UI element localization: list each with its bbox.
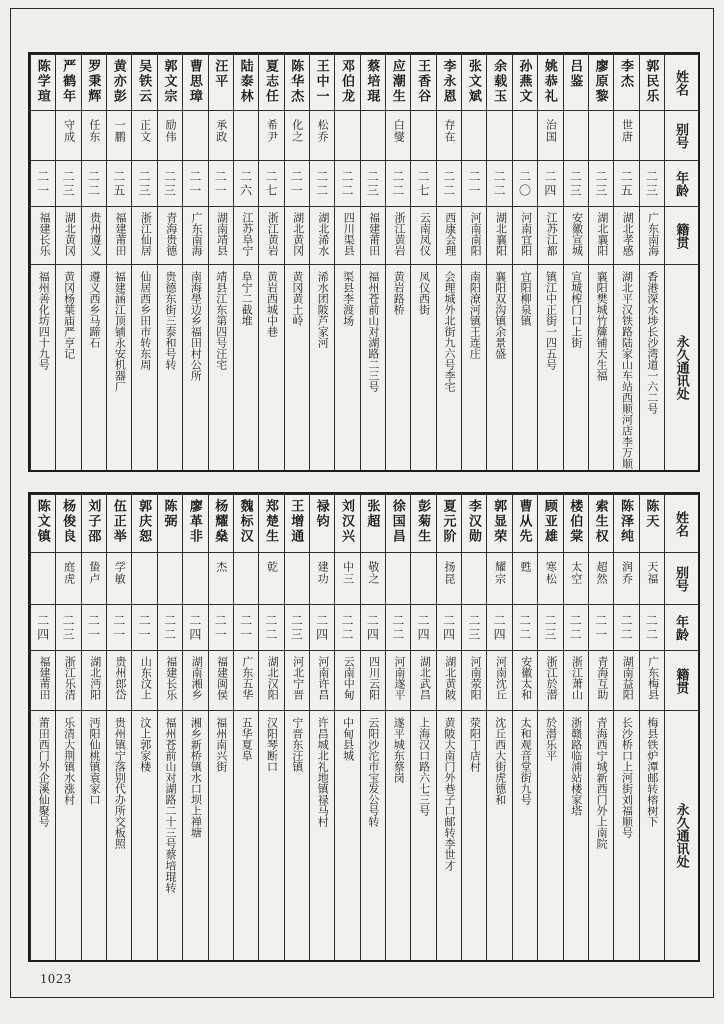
entry-alias-cell: 寒松	[537, 552, 562, 604]
entry-age-cell: 二四	[410, 604, 435, 650]
entry-native-place-cell: 湖北浠水	[309, 206, 334, 264]
entry-age-cell: 二四	[309, 604, 334, 650]
entry-name-cell: 黄亦彭	[106, 54, 131, 110]
entry-alias-cell: 治国	[537, 110, 562, 160]
entry-native-place-cell: 湖北沔阳	[81, 650, 106, 710]
entry-address-cell: 浠水团陂芦家河	[309, 264, 334, 470]
entry-alias-cell	[385, 552, 410, 604]
entry-address-cell: 阜宁二截堆	[233, 264, 258, 470]
entry-name-cell: 李杰	[613, 54, 638, 110]
entry-native-place-cell: 河南南阳	[461, 206, 486, 264]
entry-address-cell: 湖北平汉铁路陆家山车站西顺河店李万顺	[613, 264, 638, 470]
entry-name-cell: 陈学瑄	[30, 54, 55, 110]
entry-name-cell: 魏标汉	[233, 494, 258, 552]
entry-age-cell: 二四	[360, 604, 385, 650]
entry-alias-cell	[639, 110, 664, 160]
entry-name-cell: 刘汉兴	[334, 494, 359, 552]
entry-age-cell: 二一	[233, 604, 258, 650]
entry-name-cell: 李永恩	[436, 54, 461, 110]
entry-address-cell: 於潜乐平	[537, 710, 562, 960]
entry-age-cell: 二二	[436, 160, 461, 206]
entry-name-cell: 杨耀燊	[208, 494, 233, 552]
entry-alias-cell	[461, 552, 486, 604]
entry-alias-cell: 正文	[131, 110, 156, 160]
entry-name-cell: 郭庆恕	[131, 494, 156, 552]
entry-address-cell: 宣城榨门口上街	[563, 264, 588, 470]
entry-alias-cell	[360, 110, 385, 160]
entry-age-cell: 二二	[563, 604, 588, 650]
entry-name-cell: 邓伯龙	[334, 54, 359, 110]
entry-age-cell: 二四	[182, 604, 207, 650]
entry-native-place-cell: 云南中甸	[334, 650, 359, 710]
entry-native-place-cell: 贵州遵义	[81, 206, 106, 264]
entry-native-place-cell: 河北宁晋	[284, 650, 309, 710]
entry-alias-cell: 化之	[284, 110, 309, 160]
entry-native-place-cell: 浙江萧山	[563, 650, 588, 710]
entry-name-cell: 王中一	[309, 54, 334, 110]
entry-alias-cell: 乾	[258, 552, 283, 604]
column-header-address: 永久通讯处	[664, 264, 698, 470]
entry-alias-cell	[486, 110, 511, 160]
entry-name-cell: 郭显荣	[486, 494, 511, 552]
entry-native-place-cell: 广东南海	[639, 206, 664, 264]
entry-address-cell: 五华夏阜	[233, 710, 258, 960]
entry-name-cell: 曹思璋	[182, 54, 207, 110]
entry-address-cell: 莆田西门外企溪仙聚号	[30, 710, 55, 960]
entry-native-place-cell: 河南荥阳	[461, 650, 486, 710]
entry-age-cell: 二一	[208, 604, 233, 650]
entry-native-place-cell: 西康会理	[436, 206, 461, 264]
entry-age-cell: 二二	[81, 160, 106, 206]
entry-alias-cell	[157, 552, 182, 604]
entry-age-cell: 二四	[436, 604, 461, 650]
entry-name-cell: 陈天	[639, 494, 664, 552]
entry-name-cell: 应潮生	[385, 54, 410, 110]
entry-age-cell: 二六	[233, 160, 258, 206]
entry-name-cell: 吕鉴	[563, 54, 588, 110]
entry-age-cell: 二三	[588, 160, 613, 206]
entry-native-place-cell: 安徽太和	[512, 650, 537, 710]
entry-name-cell: 陆泰林	[233, 54, 258, 110]
entry-name-cell: 罗秉辉	[81, 54, 106, 110]
entry-address-cell: 香港深水埗长沙湾道一六二号	[639, 264, 664, 470]
entry-address-cell: 湘乡新桥镇水口坝上禅塘	[182, 710, 207, 960]
entry-native-place-cell: 湖北武昌	[410, 650, 435, 710]
entry-age-cell: 二一	[131, 604, 156, 650]
entry-address-cell: 宁晋东汪镇	[284, 710, 309, 960]
entry-address-cell: 黄冈黄土岭	[284, 264, 309, 470]
entry-name-cell: 姚恭礼	[537, 54, 562, 110]
entry-native-place-cell: 湖南靖县	[208, 206, 233, 264]
entry-native-place-cell: 四川渠县	[334, 206, 359, 264]
entry-alias-cell: 学敏	[106, 552, 131, 604]
entry-native-place-cell: 浙江仙居	[131, 206, 156, 264]
page-number: 1023	[40, 972, 72, 987]
entry-age-cell: 二四	[30, 604, 55, 650]
entry-age-cell: 二二	[258, 604, 283, 650]
entry-address-cell: 云阳沙沱市宝发公号转	[360, 710, 385, 960]
entry-alias-cell: 松乔	[309, 110, 334, 160]
entry-name-cell: 张超	[360, 494, 385, 552]
entry-name-cell: 陈文镇	[30, 494, 55, 552]
entry-address-cell: 南阳潦河镇王连庄	[461, 264, 486, 470]
entry-address-cell: 沈丘西大街虎德和	[486, 710, 511, 960]
entry-alias-cell	[334, 110, 359, 160]
entry-alias-cell: 建功	[309, 552, 334, 604]
entry-name-cell: 汪平	[208, 54, 233, 110]
entry-name-cell: 廖革非	[182, 494, 207, 552]
entry-address-cell: 襄阳双沟镇余景盛	[486, 264, 511, 470]
entry-address-cell: 荥阳丁店村	[461, 710, 486, 960]
entry-name-cell: 禄钧	[309, 494, 334, 552]
entry-native-place-cell: 四川云阳	[360, 650, 385, 710]
entry-native-place-cell: 福建长乐	[157, 650, 182, 710]
entry-name-cell: 蔡培琨	[360, 54, 385, 110]
entry-age-cell: 二七	[410, 160, 435, 206]
entry-age-cell: 二二	[157, 604, 182, 650]
entry-alias-cell	[284, 552, 309, 604]
entry-name-cell: 顾亚雄	[537, 494, 562, 552]
entry-alias-cell: 中三	[334, 552, 359, 604]
entry-name-cell: 徐国昌	[385, 494, 410, 552]
entry-age-cell: 二一	[461, 160, 486, 206]
entry-age-cell: 二三	[55, 160, 80, 206]
entry-alias-cell	[30, 110, 55, 160]
entry-address-cell: 太和观音堂街九号	[512, 710, 537, 960]
entry-age-cell: 二三	[537, 604, 562, 650]
entry-address-cell: 汶上郭家楼	[131, 710, 156, 960]
entry-address-cell: 襄阳樊城竹簰铺天生福	[588, 264, 613, 470]
entry-address-cell: 会理城外北街九六号李宅	[436, 264, 461, 470]
entry-native-place-cell: 湖南益阳	[613, 650, 638, 710]
entry-age-cell: 二三	[157, 160, 182, 206]
entry-address-cell: 镇江中正街一四五号	[537, 264, 562, 470]
column-header-alias: 别号	[664, 110, 698, 160]
entry-address-cell: 黄岩路桥	[385, 264, 410, 470]
entry-name-cell: 孙燕文	[512, 54, 537, 110]
entry-alias-cell	[182, 552, 207, 604]
entry-alias-cell: 希尹	[258, 110, 283, 160]
entry-native-place-cell: 河南宜阳	[512, 206, 537, 264]
entry-alias-cell	[182, 110, 207, 160]
entry-alias-cell: 天福	[639, 552, 664, 604]
entry-address-cell: 贵州镇宁落别代办所交板照	[106, 710, 131, 960]
entry-alias-cell	[461, 110, 486, 160]
entry-age-cell: 二二	[385, 160, 410, 206]
entry-address-cell: 黄岩西城中巷	[258, 264, 283, 470]
entry-name-cell: 索生权	[588, 494, 613, 552]
entry-name-cell: 郭文宗	[157, 54, 182, 110]
entry-native-place-cell: 湖北黄冈	[55, 206, 80, 264]
entry-name-cell: 李汉勋	[461, 494, 486, 552]
entry-name-cell: 王增通	[284, 494, 309, 552]
entry-alias-cell: 敬之	[360, 552, 385, 604]
entry-native-place-cell: 广东五华	[233, 650, 258, 710]
entry-name-cell: 伍正举	[106, 494, 131, 552]
entry-alias-cell: 庭虎	[55, 552, 80, 604]
entry-name-cell: 廖原黎	[588, 54, 613, 110]
entry-address-cell: 贵德东街三泰和号转	[157, 264, 182, 470]
entry-native-place-cell: 福建长乐	[30, 206, 55, 264]
column-header-native_place: 籍贯	[664, 206, 698, 264]
entry-alias-cell	[30, 552, 55, 604]
entry-alias-cell: 甦	[512, 552, 537, 604]
entry-name-cell: 郑楚生	[258, 494, 283, 552]
entry-native-place-cell: 湖北襄阳	[588, 206, 613, 264]
entry-age-cell: 二二	[334, 160, 359, 206]
entry-age-cell: 二七	[258, 160, 283, 206]
entry-native-place-cell: 福建闽侯	[208, 650, 233, 710]
column-header-age: 年龄	[664, 160, 698, 206]
column-header-address: 永久通讯处	[664, 710, 698, 960]
entry-alias-cell: 励伟	[157, 110, 182, 160]
entry-name-cell: 陈弼	[157, 494, 182, 552]
entry-name-cell: 刘子邵	[81, 494, 106, 552]
entry-age-cell: 二二	[486, 160, 511, 206]
entry-name-cell: 吴铁云	[131, 54, 156, 110]
entry-name-cell: 陈泽纯	[613, 494, 638, 552]
entry-native-place-cell: 浙江乐清	[55, 650, 80, 710]
entry-address-cell: 沔阳仙桃镇袁家口	[81, 710, 106, 960]
entry-name-cell: 楼伯棠	[563, 494, 588, 552]
entry-age-cell: 二二	[334, 604, 359, 650]
entry-native-place-cell: 湖南湘乡	[182, 650, 207, 710]
entry-address-cell: 福州苍前山对湖路二三号	[360, 264, 385, 470]
entry-native-place-cell: 青海贵德	[157, 206, 182, 264]
entry-address-cell: 福州南兴街	[208, 710, 233, 960]
entry-address-cell: 上海汉口路六七三号	[410, 710, 435, 960]
column-header-native_place: 籍贯	[664, 650, 698, 710]
entry-native-place-cell: 江苏江都	[537, 206, 562, 264]
entry-address-cell: 宜阳柳泉镇	[512, 264, 537, 470]
entry-alias-cell: 超然	[588, 552, 613, 604]
entry-address-cell: 青海西宁城新西门外上南院	[588, 710, 613, 960]
entry-native-place-cell: 云南凤仪	[410, 206, 435, 264]
entry-alias-cell: 白燮	[385, 110, 410, 160]
entry-native-place-cell: 青海互助	[588, 650, 613, 710]
entry-address-cell: 福州苍前山对湖路二十三号蔡培琨转	[157, 710, 182, 960]
entry-age-cell: 二五	[106, 160, 131, 206]
entry-native-place-cell: 河南沈丘	[486, 650, 511, 710]
column-header-alias: 别号	[664, 552, 698, 604]
entry-address-cell: 遵义西乡马蹄石	[81, 264, 106, 470]
entry-native-place-cell: 福建莆田	[360, 206, 385, 264]
entry-name-cell: 夏元阶	[436, 494, 461, 552]
entry-address-cell: 中甸县城	[334, 710, 359, 960]
entry-age-cell: 二三	[284, 604, 309, 650]
entry-alias-cell: 守成	[55, 110, 80, 160]
entry-age-cell: 二二	[639, 604, 664, 650]
entry-address-cell: 乐清大荆镇水涨村	[55, 710, 80, 960]
entry-alias-cell: 一鹏	[106, 110, 131, 160]
entry-native-place-cell: 山东汶上	[131, 650, 156, 710]
entry-native-place-cell: 河南遂平	[385, 650, 410, 710]
entry-alias-cell: 存在	[436, 110, 461, 160]
entry-age-cell: 二二	[309, 160, 334, 206]
entry-address-cell: 许昌城北礼地镇禄马村	[309, 710, 334, 960]
entry-native-place-cell: 湖北汉阳	[258, 650, 283, 710]
entry-age-cell: 二一	[284, 160, 309, 206]
entry-address-cell: 黄冈杨葉庙严亨记	[55, 264, 80, 470]
entry-address-cell: 南海壆边乡福田村公所	[182, 264, 207, 470]
entry-native-place-cell: 广东梅县	[639, 650, 664, 710]
entry-address-cell: 渠县李渡场	[334, 264, 359, 470]
entry-native-place-cell: 安徽宣城	[563, 206, 588, 264]
entry-alias-cell	[512, 110, 537, 160]
entry-address-cell: 福州善化坊四十九号	[30, 264, 55, 470]
entry-name-cell: 严鹤年	[55, 54, 80, 110]
entry-address-cell: 汉阳琴断口	[258, 710, 283, 960]
entry-address-cell: 长沙桥口上河街刘福顺号	[613, 710, 638, 960]
entry-native-place-cell: 湖北黄冈	[284, 206, 309, 264]
entry-alias-cell: 杰	[208, 552, 233, 604]
directory-table-top	[28, 52, 700, 472]
entry-age-cell: 二三	[563, 160, 588, 206]
entry-native-place-cell: 贵州郎岱	[106, 650, 131, 710]
entry-native-place-cell: 浙江黄岩	[258, 206, 283, 264]
entry-age-cell: 二一	[30, 160, 55, 206]
entry-alias-cell: 润乔	[613, 552, 638, 604]
entry-alias-cell: 世唐	[613, 110, 638, 160]
entry-alias-cell	[563, 110, 588, 160]
entry-address-cell: 梅县铁炉潭邮转榕树下	[639, 710, 664, 960]
entry-address-cell: 福建涵江顶铺永安机器厂	[106, 264, 131, 470]
entry-address-cell: 遂平城东蔡岗	[385, 710, 410, 960]
entry-age-cell: 二三	[360, 160, 385, 206]
entry-address-cell: 浙赣路临浦站楼家塔	[563, 710, 588, 960]
directory-table-bottom	[28, 492, 700, 962]
entry-alias-cell	[233, 110, 258, 160]
entry-age-cell: 二〇	[512, 160, 537, 206]
entry-alias-cell: 任东	[81, 110, 106, 160]
entry-alias-cell: 太空	[563, 552, 588, 604]
entry-alias-cell: 扬昆	[436, 552, 461, 604]
entry-alias-cell	[588, 110, 613, 160]
entry-name-cell: 夏志任	[258, 54, 283, 110]
entry-name-cell: 余载玉	[486, 54, 511, 110]
entry-age-cell: 二五	[613, 160, 638, 206]
entry-name-cell: 张文斌	[461, 54, 486, 110]
entry-age-cell: 二一	[81, 604, 106, 650]
entry-age-cell: 二四	[486, 604, 511, 650]
entry-native-place-cell: 湖北孝感	[613, 206, 638, 264]
entry-native-place-cell: 浙江黄岩	[385, 206, 410, 264]
entry-address-cell: 仙居西乡田市转东周	[131, 264, 156, 470]
entry-native-place-cell: 江苏阜宁	[233, 206, 258, 264]
column-header-name: 姓名	[664, 494, 698, 552]
entry-native-place-cell: 湖北襄阳	[486, 206, 511, 264]
entry-name-cell: 曹从先	[512, 494, 537, 552]
entry-address-cell: 黄陂大南门外巷子口邮转李世才	[436, 710, 461, 960]
entry-age-cell: 二三	[639, 160, 664, 206]
column-header-age: 年龄	[664, 604, 698, 650]
entry-address-cell: 凤仪西街	[410, 264, 435, 470]
entry-native-place-cell: 湖北黄陂	[436, 650, 461, 710]
entry-age-cell: 二三	[461, 604, 486, 650]
entry-alias-cell	[233, 552, 258, 604]
entry-native-place-cell: 河南许昌	[309, 650, 334, 710]
entry-age-cell: 二一	[208, 160, 233, 206]
entry-address-cell: 靖县江东第四号汪宅	[208, 264, 233, 470]
entry-alias-cell: 耀宗	[486, 552, 511, 604]
entry-age-cell: 二二	[385, 604, 410, 650]
entry-age-cell: 二三	[131, 160, 156, 206]
entry-age-cell: 二四	[537, 160, 562, 206]
entry-name-cell: 陈华杰	[284, 54, 309, 110]
entry-name-cell: 郭民乐	[639, 54, 664, 110]
entry-native-place-cell: 福建莆田	[30, 650, 55, 710]
entry-alias-cell	[410, 110, 435, 160]
entry-alias-cell: 蛰卢	[81, 552, 106, 604]
entry-name-cell: 杨俊良	[55, 494, 80, 552]
entry-age-cell: 二二	[512, 604, 537, 650]
entry-native-place-cell: 浙江於潜	[537, 650, 562, 710]
entry-name-cell: 王香谷	[410, 54, 435, 110]
entry-native-place-cell: 福建莆田	[106, 206, 131, 264]
entry-alias-cell	[131, 552, 156, 604]
entry-age-cell: 二三	[55, 604, 80, 650]
entry-age-cell: 二一	[106, 604, 131, 650]
entry-native-place-cell: 广东南海	[182, 206, 207, 264]
entry-age-cell: 二二	[613, 604, 638, 650]
entry-alias-cell: 承政	[208, 110, 233, 160]
entry-name-cell: 彭菊生	[410, 494, 435, 552]
entry-age-cell: 二一	[588, 604, 613, 650]
column-header-name: 姓名	[664, 54, 698, 110]
entry-alias-cell	[410, 552, 435, 604]
entry-age-cell: 二一	[182, 160, 207, 206]
